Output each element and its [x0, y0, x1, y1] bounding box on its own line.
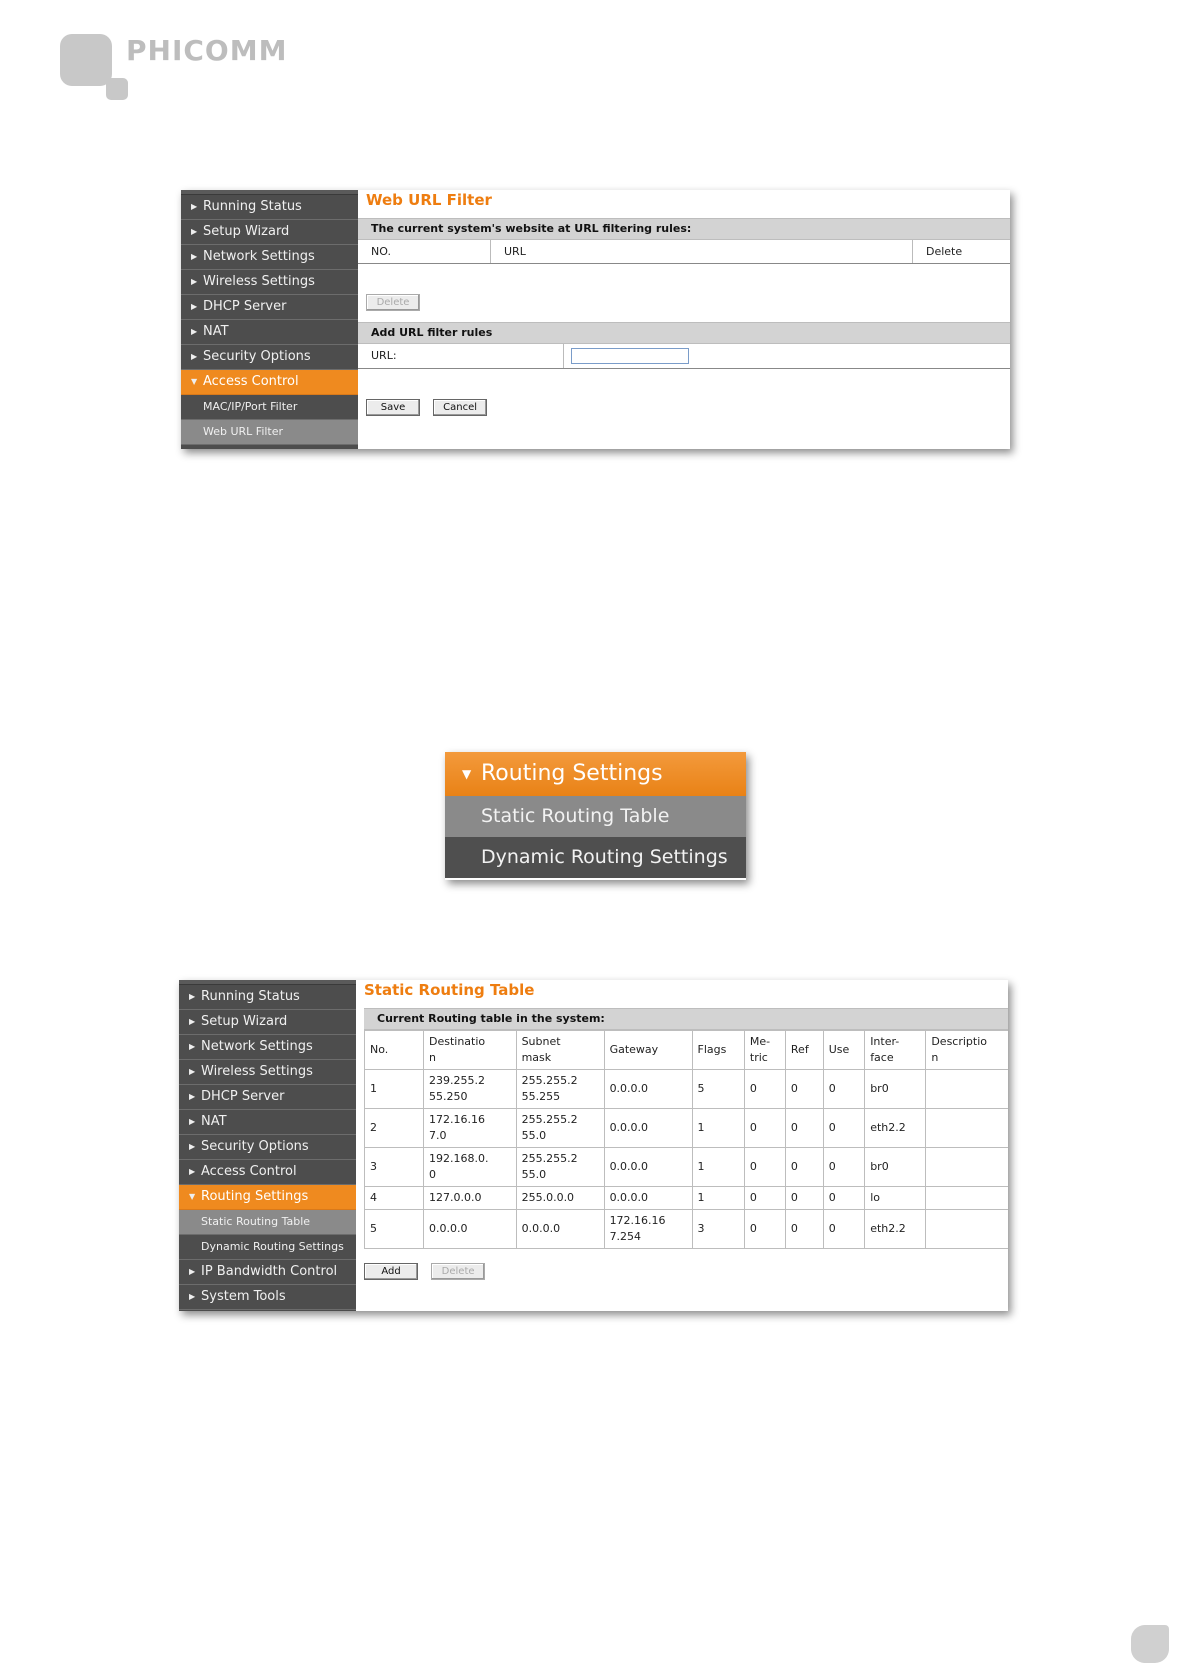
sidebar-item-setup-wizard[interactable]: ▶ Setup Wizard — [179, 1010, 356, 1035]
sidebar-item-network-settings[interactable]: ▶ Network Settings — [181, 245, 358, 270]
table-cell: 255.255.2 55.0 — [516, 1109, 604, 1148]
column-header: Me- tric — [744, 1031, 785, 1070]
table-row — [365, 1148, 1009, 1187]
col-delete: Delete — [926, 245, 963, 258]
column-header: Ref — [785, 1031, 823, 1070]
caret-down-icon: ▼ — [189, 1192, 196, 1201]
caret-right-icon: ▶ — [189, 1292, 196, 1301]
table-cell: 0 — [823, 1148, 864, 1187]
logo-square-small — [106, 78, 128, 100]
table-cell — [926, 1070, 1008, 1109]
table-cell: 172.16.16 7.254 — [604, 1210, 692, 1249]
table-row — [365, 1070, 1009, 1109]
table-row — [365, 1210, 1009, 1249]
sidebar-menu — [179, 980, 356, 1311]
table-cell: 0 — [744, 1109, 785, 1148]
caret-right-icon: ▶ — [189, 1117, 196, 1126]
static-routing-table-screenshot — [179, 980, 1008, 1311]
caret-right-icon: ▶ — [191, 277, 198, 286]
table-cell: 172.16.16 7.0 — [424, 1109, 517, 1148]
rules-section-header: The current system's website at URL filtering rules: — [358, 218, 1010, 240]
table-cell: 0.0.0.0 — [604, 1070, 692, 1109]
sidebar-item-nat[interactable]: ▶ NAT — [179, 1110, 356, 1135]
table-cell — [926, 1187, 1008, 1210]
sidebar-item-security-options[interactable]: ▶ Security Options — [179, 1135, 356, 1160]
column-header: No. — [365, 1031, 424, 1070]
table-cell: 0 — [823, 1210, 864, 1249]
table-cell: 1 — [365, 1070, 424, 1109]
sidebar-item-access-control[interactable]: ▶ Access Control — [179, 1160, 356, 1185]
table-row — [365, 1109, 1009, 1148]
caret-down-icon: ▼ — [462, 767, 472, 781]
sidebar-item-nat[interactable]: ▶ NAT — [181, 320, 358, 345]
table-cell: 1 — [692, 1187, 744, 1210]
caret-right-icon: ▶ — [189, 1067, 196, 1076]
logo-square-large — [60, 34, 112, 86]
save-button[interactable]: Save — [366, 399, 420, 416]
main-content — [356, 980, 1008, 1311]
menu-item-routing-settings[interactable]: ▼ Routing Settings — [445, 752, 746, 796]
table-cell: 0 — [744, 1210, 785, 1249]
table-cell: 0 — [823, 1070, 864, 1109]
page-title: Web URL Filter — [366, 191, 492, 209]
cancel-button[interactable]: Cancel — [433, 399, 487, 416]
routing-settings-menu-closeup — [445, 752, 746, 880]
sidebar-item-wireless-settings[interactable]: ▶ Wireless Settings — [181, 270, 358, 295]
page-title: Static Routing Table — [364, 981, 535, 999]
table-cell — [926, 1109, 1008, 1148]
table-cell: 2 — [365, 1109, 424, 1148]
table-cell: br0 — [865, 1148, 926, 1187]
table-cell: 4 — [365, 1187, 424, 1210]
column-header: Use — [823, 1031, 864, 1070]
sidebar-subitem-dynamic-routing-settings[interactable]: Dynamic Routing Settings — [179, 1235, 356, 1260]
add-rules-section-header: Add URL filter rules — [358, 322, 1010, 344]
table-row — [365, 1187, 1009, 1210]
table-cell: 0 — [785, 1109, 823, 1148]
table-cell: 0.0.0.0 — [604, 1148, 692, 1187]
url-input[interactable] — [571, 348, 689, 364]
caret-right-icon: ▶ — [191, 352, 198, 361]
sidebar-item-system-tools[interactable]: ▶ System Tools — [179, 1285, 356, 1310]
table-cell: br0 — [865, 1070, 926, 1109]
table-cell: 5 — [692, 1070, 744, 1109]
caret-right-icon: ▶ — [189, 1017, 196, 1026]
column-header: Inter- face — [865, 1031, 926, 1070]
table-cell: 0.0.0.0 — [604, 1109, 692, 1148]
sidebar-subitem-mac-ip-port-filter[interactable]: MAC/IP/Port Filter — [181, 395, 358, 420]
sidebar-item-running-status[interactable]: ▶ Running Status — [179, 985, 356, 1010]
table-cell — [926, 1148, 1008, 1187]
sidebar-item-routing-settings[interactable]: ▼ Routing Settings — [179, 1185, 356, 1210]
table-cell: lo — [865, 1187, 926, 1210]
table-cell: 0 — [785, 1148, 823, 1187]
table-header-row — [365, 1031, 1009, 1070]
sidebar-subitem-web-url-filter[interactable]: Web URL Filter — [181, 420, 358, 445]
caret-right-icon: ▶ — [189, 1267, 196, 1276]
table-cell: 0 — [744, 1187, 785, 1210]
column-header: Descriptio n — [926, 1031, 1008, 1070]
caret-down-icon: ▼ — [191, 377, 198, 386]
col-url: URL — [491, 240, 913, 263]
table-cell: 0 — [823, 1187, 864, 1210]
caret-right-icon: ▶ — [191, 302, 198, 311]
web-url-filter-screenshot — [181, 190, 1010, 449]
caret-right-icon: ▶ — [191, 327, 198, 336]
sidebar-menu — [181, 190, 358, 449]
sidebar-item-access-control[interactable]: ▼ Access Control — [181, 370, 358, 395]
table-cell: 0 — [744, 1070, 785, 1109]
logo-wordmark: PHICOMM — [126, 34, 288, 67]
column-header: Gateway — [604, 1031, 692, 1070]
caret-right-icon: ▶ — [189, 1042, 196, 1051]
sidebar-item-security-options[interactable]: ▶ Security Options — [181, 345, 358, 370]
sidebar-item-network-settings[interactable]: ▶ Network Settings — [179, 1035, 356, 1060]
rules-table-header — [358, 240, 1010, 264]
table-cell: 0 — [823, 1109, 864, 1148]
submenu-item-dynamic-routing-settings[interactable]: Dynamic Routing Settings — [445, 837, 746, 878]
table-cell: 0.0.0.0 — [424, 1210, 517, 1249]
table-cell: 0 — [744, 1148, 785, 1187]
main-content — [358, 190, 1010, 449]
page-corner-tab — [1131, 1625, 1169, 1663]
table-cell: 239.255.2 55.250 — [424, 1070, 517, 1109]
caret-right-icon: ▶ — [191, 252, 198, 261]
table-cell: 1 — [692, 1148, 744, 1187]
table-cell: 1 — [692, 1109, 744, 1148]
sidebar-item-setup-wizard[interactable]: ▶ Setup Wizard — [181, 220, 358, 245]
column-header: Destinatio n — [424, 1031, 517, 1070]
url-row — [358, 344, 1010, 369]
caret-right-icon: ▶ — [191, 227, 198, 236]
delete-button[interactable]: Delete — [431, 1263, 485, 1280]
table-cell — [926, 1210, 1008, 1249]
table-cell: 3 — [365, 1148, 424, 1187]
sidebar-subitem-static-routing-table[interactable]: Static Routing Table — [179, 1210, 356, 1235]
phicomm-logo — [60, 34, 300, 114]
caret-right-icon: ▶ — [189, 1167, 196, 1176]
sidebar-item-ip-bandwidth-control[interactable]: ▶ IP Bandwidth Control — [179, 1260, 356, 1285]
add-button[interactable]: Add — [364, 1263, 418, 1280]
routing-table — [364, 1030, 1008, 1249]
caret-right-icon: ▶ — [189, 992, 196, 1001]
table-cell: 5 — [365, 1210, 424, 1249]
sidebar-item-dhcp-server[interactable]: ▶ DHCP Server — [179, 1085, 356, 1110]
table-cell: 192.168.0. 0 — [424, 1148, 517, 1187]
caret-right-icon: ▶ — [189, 1142, 196, 1151]
submenu-item-static-routing-table[interactable]: Static Routing Table — [445, 796, 746, 837]
table-cell: 255.255.2 55.0 — [516, 1148, 604, 1187]
column-header: Flags — [692, 1031, 744, 1070]
table-cell: eth2.2 — [865, 1109, 926, 1148]
table-cell: 0.0.0.0 — [516, 1210, 604, 1249]
column-header: Subnet mask — [516, 1031, 604, 1070]
url-label: URL: — [358, 344, 564, 368]
sidebar-item-running-status[interactable]: ▶ Running Status — [181, 195, 358, 220]
table-cell: 0 — [785, 1210, 823, 1249]
table-cell: eth2.2 — [865, 1210, 926, 1249]
table-cell: 255.255.2 55.255 — [516, 1070, 604, 1109]
caret-right-icon: ▶ — [189, 1092, 196, 1101]
sidebar-item-dhcp-server[interactable]: ▶ DHCP Server — [181, 295, 358, 320]
table-cell: 0.0.0.0 — [604, 1187, 692, 1210]
sidebar-item-wireless-settings[interactable]: ▶ Wireless Settings — [179, 1060, 356, 1085]
table-cell: 255.0.0.0 — [516, 1187, 604, 1210]
routing-section-header: Current Routing table in the system: — [364, 1008, 1008, 1030]
table-cell: 0 — [785, 1187, 823, 1210]
col-no: NO. — [358, 240, 491, 263]
table-cell: 0 — [785, 1070, 823, 1109]
delete-button[interactable]: Delete — [366, 294, 420, 311]
table-cell: 3 — [692, 1210, 744, 1249]
table-cell: 127.0.0.0 — [424, 1187, 517, 1210]
caret-right-icon: ▶ — [191, 202, 198, 211]
